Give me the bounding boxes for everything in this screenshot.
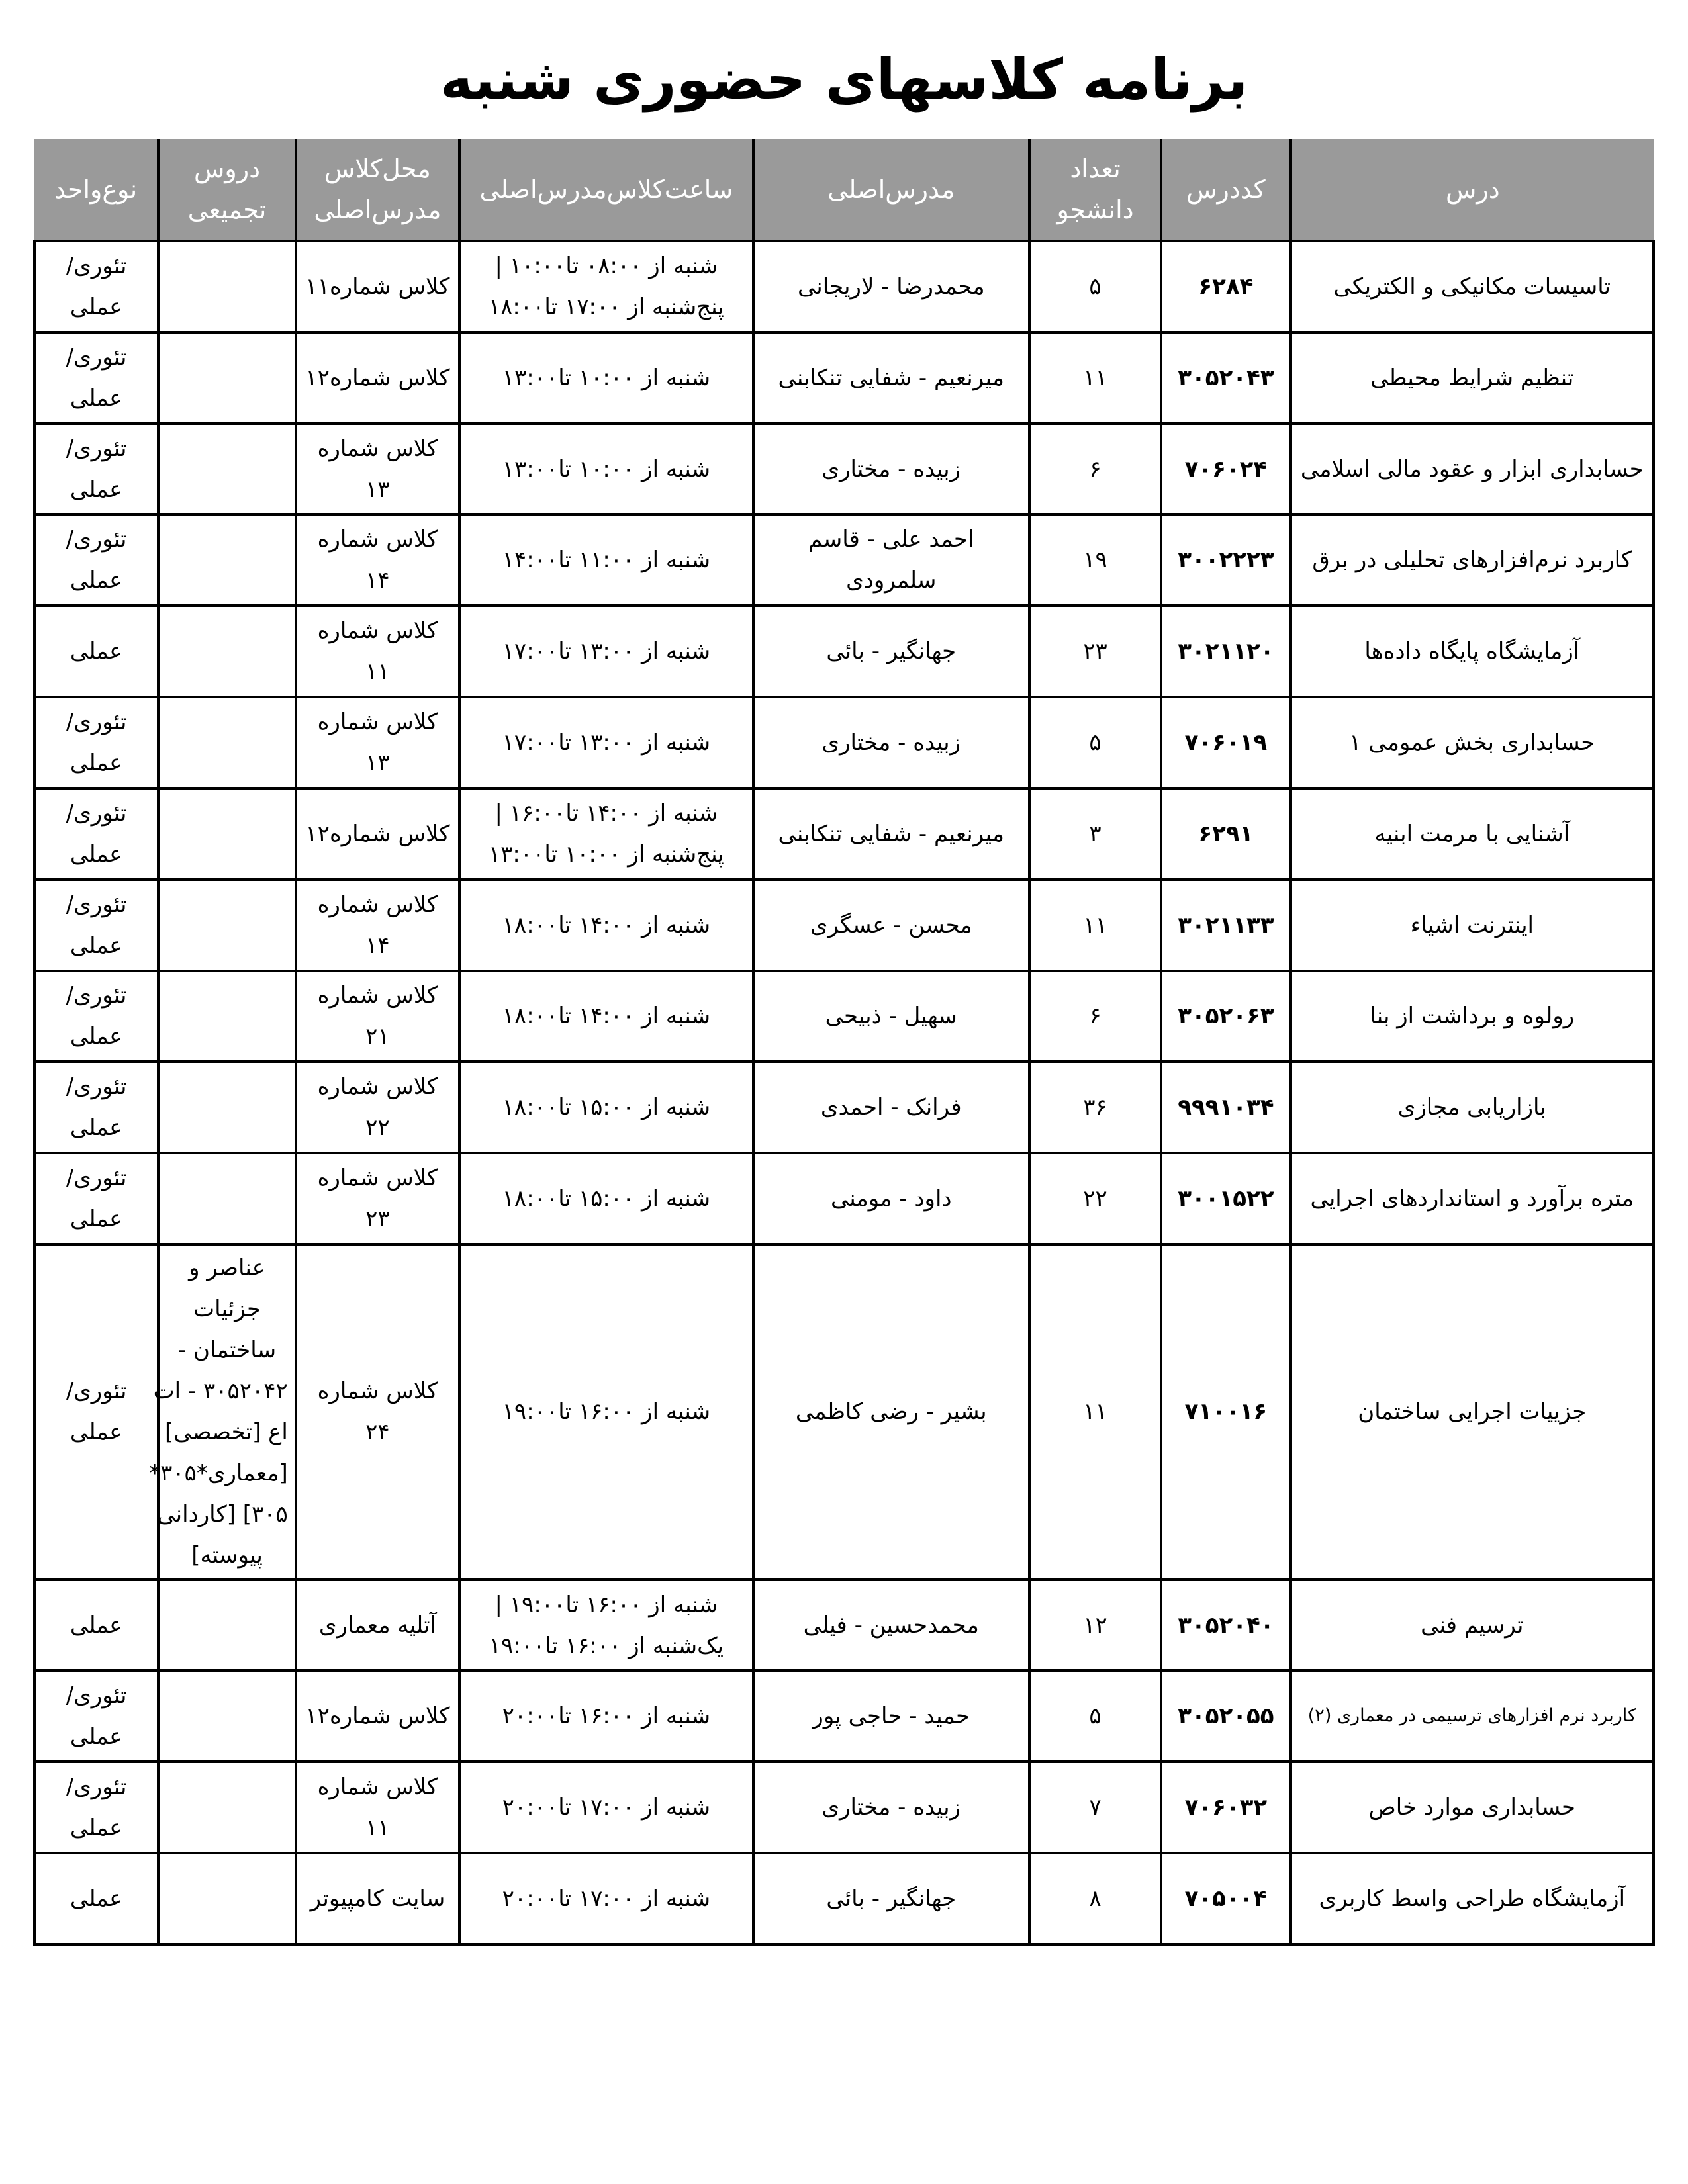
course-code-cell: ۳۰۰۲۲۲۳ (1161, 514, 1290, 606)
course-cell: اینترنت اشیاء (1291, 880, 1654, 971)
table-row (34, 514, 1654, 606)
location-cell: کلاس شماره ۱۱ (296, 606, 459, 697)
location-cell: کلاس شماره ۱۱ (296, 1762, 459, 1853)
class-time-cell (459, 1580, 753, 1671)
time-line: شنبه از ۱۷:۰۰ تا۲۰:۰۰ (502, 1886, 711, 1913)
student-count-cell: ۵ (1029, 697, 1161, 788)
combined-courses-cell (158, 971, 296, 1062)
combined-courses-cell (158, 332, 296, 424)
student-count-cell: ۵ (1029, 241, 1161, 332)
student-count-cell: ۱۱ (1029, 332, 1161, 424)
location-cell: کلاس شماره۱۲ (296, 332, 459, 424)
student-count-cell: ۷ (1029, 1762, 1161, 1853)
location-cell: کلاس شماره ۲۱ (296, 971, 459, 1062)
time-line: شنبه از ۱۵:۰۰ تا۱۸:۰۰ (502, 1094, 711, 1121)
location-cell: کلاس شماره ۱۳ (296, 424, 459, 515)
time-line: شنبه از ۱۷:۰۰ تا۲۰:۰۰ (502, 1794, 711, 1821)
combined-line: ساختمان - (177, 1337, 277, 1364)
header-combined-line1: دروس (194, 154, 261, 183)
table-row (34, 880, 1654, 971)
combined-courses-cell (158, 514, 296, 606)
student-count-cell: ۲۳ (1029, 606, 1161, 697)
class-time-cell (459, 1244, 753, 1580)
header-location-line1: محل‌کلاس (324, 154, 431, 183)
course-code-cell: ۷۰۶۰۲۴ (1161, 424, 1290, 515)
unit-type-cell: عملی (34, 1580, 158, 1671)
teacher-cell: زبیده - مختاری (753, 424, 1029, 515)
combined-line: ۳۰۵] [کاردانی (157, 1501, 288, 1528)
course-cell: ترسیم فنی (1291, 1580, 1654, 1671)
time-line: پنج‌شنبه از ۱۷:۰۰ تا۱۸:۰۰ (488, 293, 724, 320)
location-cell: کلاس شماره ۲۲ (296, 1062, 459, 1153)
location-cell: کلاس شماره۱۲ (296, 1670, 459, 1762)
course-code-cell: ۶۲۸۴ (1161, 241, 1290, 332)
teacher-cell: محمدحسین - فیلی (753, 1580, 1029, 1671)
header-unit-type: نوع‌واحد (34, 139, 158, 241)
course-cell: تاسیسات مکانیکی و الکتریکی (1291, 241, 1654, 332)
combined-courses-cell (158, 1153, 296, 1244)
combined-courses-cell (158, 1580, 296, 1671)
time-line: شنبه از ۱۵:۰۰ تا۱۸:۰۰ (502, 1185, 711, 1212)
student-count-cell: ۳ (1029, 788, 1161, 880)
header-students (1029, 139, 1161, 241)
time-line: شنبه از ۱۶:۰۰ تا۱۹:۰۰ | (494, 1591, 718, 1618)
time-line: شنبه از ۱۰:۰۰ تا۱۳:۰۰ (502, 455, 711, 482)
teacher-cell: زبیده - مختاری (753, 697, 1029, 788)
table-row (34, 1853, 1654, 1944)
course-cell: کاربرد نرم‌افزارهای تحلیلی در برق (1291, 514, 1654, 606)
combined-line: اع [تخصصی] (165, 1419, 288, 1446)
time-line: شنبه از ۱۴:۰۰ تا۱۶:۰۰ | (494, 799, 718, 827)
unit-type-cell: تئوری/عملی (34, 1153, 158, 1244)
course-cell: کاربرد نرم افزارهای ترسیمی در معماری (۲) (1291, 1670, 1654, 1762)
course-cell: حسابداری بخش عمومی ۱ (1291, 697, 1654, 788)
combined-courses-cell (158, 1853, 296, 1944)
unit-type-cell: تئوری/عملی (34, 971, 158, 1062)
class-time-cell (459, 1853, 753, 1944)
student-count-cell: ۱۲ (1029, 1580, 1161, 1671)
table-row (34, 606, 1654, 697)
combined-courses-cell (158, 697, 296, 788)
location-cell: کلاس شماره ۱۴ (296, 880, 459, 971)
combined-courses-cell (158, 880, 296, 971)
unit-type-cell: تئوری/عملی (34, 241, 158, 332)
student-count-cell: ۸ (1029, 1853, 1161, 1944)
header-combined-line2: تجمیعی (187, 195, 267, 224)
teacher-cell: جهانگیر - بائی (753, 606, 1029, 697)
unit-type-cell: تئوری/عملی (34, 1762, 158, 1853)
unit-type-cell: عملی (34, 606, 158, 697)
table-row (34, 424, 1654, 515)
unit-type-cell: تئوری/عملی (34, 697, 158, 788)
course-cell: حسابداری موارد خاص (1291, 1762, 1654, 1853)
location-cell: کلاس شماره ۱۳ (296, 697, 459, 788)
combined-line: ۳۰۵۲۰۴۲ - ات (153, 1378, 288, 1405)
combined-courses-cell (158, 241, 296, 332)
table-header-row (34, 139, 1654, 241)
time-line: پنج‌شنبه از ۱۰:۰۰ تا۱۳:۰۰ (488, 841, 724, 868)
table-row (34, 1670, 1654, 1762)
table-row (34, 1580, 1654, 1671)
course-cell: آشنایی با مرمت ابنیه (1291, 788, 1654, 880)
teacher-cell: زبیده - مختاری (753, 1762, 1029, 1853)
table-row (34, 971, 1654, 1062)
course-cell: آزمایشگاه طراحی واسط کاربری (1291, 1853, 1654, 1944)
time-line: شنبه از ۱۳:۰۰ تا۱۷:۰۰ (502, 638, 711, 665)
unit-type-cell: تئوری/عملی (34, 1062, 158, 1153)
unit-type-cell: تئوری/عملی (34, 880, 158, 971)
header-time: ساعت‌کلاس‌مدرس‌اصلی (459, 139, 753, 241)
table-row (34, 332, 1654, 424)
class-time-cell (459, 332, 753, 424)
header-location (296, 139, 459, 241)
teacher-cell: جهانگیر - بائی (753, 1853, 1029, 1944)
class-time-cell (459, 697, 753, 788)
class-time-cell (459, 424, 753, 515)
page-title: برنامه کلاسهای حضوری شنبه (440, 47, 1248, 112)
header-code: کددرس (1161, 139, 1290, 241)
header-teacher: مدرس‌اصلی (753, 139, 1029, 241)
student-count-cell: ۶ (1029, 424, 1161, 515)
teacher-cell: محسن - عسگری (753, 880, 1029, 971)
combined-courses-cell (158, 788, 296, 880)
class-time-cell (459, 1670, 753, 1762)
combined-line: عناصر و (189, 1255, 265, 1282)
course-code-cell: ۷۰۵۰۰۴ (1161, 1853, 1290, 1944)
teacher-cell: احمد علی - قاسم سلمرودی (753, 514, 1029, 606)
table-row (34, 1153, 1654, 1244)
location-cell: کلاس شماره ۱۴ (296, 514, 459, 606)
class-time-cell (459, 514, 753, 606)
combined-courses-cell (158, 1062, 296, 1153)
course-cell: متره برآورد و استانداردهای اجرایی (1291, 1153, 1654, 1244)
location-cell: سایت کامپیوتر (296, 1853, 459, 1944)
unit-type-cell: تئوری/عملی (34, 788, 158, 880)
class-time-cell (459, 1762, 753, 1853)
unit-type-cell: عملی (34, 1853, 158, 1944)
course-code-cell: ۷۰۶۰۳۲ (1161, 1762, 1290, 1853)
course-cell: بازاریابی مجازی (1291, 1062, 1654, 1153)
time-line: شنبه از ۱۰:۰۰ تا۱۳:۰۰ (502, 364, 711, 391)
course-code-cell: ۳۰۵۲۰۴۰ (1161, 1580, 1290, 1671)
time-line: شنبه از ۱۳:۰۰ تا۱۷:۰۰ (502, 729, 711, 756)
student-count-cell: ۱۱ (1029, 880, 1161, 971)
combined-courses-cell (149, 1244, 296, 1580)
header-location-line2: مدرس‌اصلی (314, 195, 442, 224)
teacher-cell: داود - مومنی (753, 1153, 1029, 1244)
unit-type-cell: تئوری/عملی (34, 1670, 158, 1762)
combined-courses-cell (158, 606, 296, 697)
header-course: درس (1291, 139, 1654, 241)
time-line: شنبه از ۱۶:۰۰ تا۲۰:۰۰ (502, 1703, 711, 1730)
course-code-cell: ۳۰۵۲۰۴۳ (1161, 332, 1290, 424)
course-cell: آزمایشگاه پایگاه داده‌ها (1291, 606, 1654, 697)
course-cell: جزییات اجرایی ساختمان (1291, 1244, 1654, 1580)
combined-line: پیوسته] (191, 1542, 263, 1569)
table-row (34, 1062, 1654, 1153)
time-line: شنبه از ۱۴:۰۰ تا۱۸:۰۰ (502, 911, 711, 938)
combined-courses-cell (158, 1762, 296, 1853)
location-cell: کلاس شماره۱۲ (296, 788, 459, 880)
header-students-line1: تعداد (1070, 154, 1121, 183)
location-cell: کلاس شماره۱۱ (296, 241, 459, 332)
table-row (34, 788, 1654, 880)
course-code-cell: ۷۱۰۰۱۶ (1161, 1244, 1290, 1580)
unit-type-cell: تئوری/عملی (34, 1244, 158, 1580)
student-count-cell: ۶ (1029, 971, 1161, 1062)
combined-line: جزئیات (193, 1296, 261, 1323)
combined-courses-cell (158, 424, 296, 515)
course-code-cell: ۹۹۹۱۰۳۴ (1161, 1062, 1290, 1153)
teacher-cell: حمید - حاجی پور (753, 1670, 1029, 1762)
student-count-cell: ۱۱ (1029, 1244, 1161, 1580)
teacher-cell: بشیر - رضی کاظمی (753, 1244, 1029, 1580)
course-code-cell: ۷۰۶۰۱۹ (1161, 697, 1290, 788)
course-code-cell: ۳۰۲۱۱۲۰ (1161, 606, 1290, 697)
time-line: شنبه از ۱۱:۰۰ تا۱۴:۰۰ (502, 547, 711, 574)
course-code-cell: ۳۰۵۲۰۶۳ (1161, 971, 1290, 1062)
class-time-cell (459, 241, 753, 332)
student-count-cell: ۵ (1029, 1670, 1161, 1762)
header-students-line2: دانشجو (1056, 195, 1134, 224)
unit-type-cell: تئوری/عملی (34, 332, 158, 424)
class-time-cell (459, 788, 753, 880)
schedule-table (33, 139, 1655, 1946)
course-code-cell: ۳۰۵۲۰۵۵ (1161, 1670, 1290, 1762)
class-time-cell (459, 880, 753, 971)
combined-line: [معماری*۳۰۵* (149, 1460, 288, 1487)
time-line: یک‌شنبه از ۱۶:۰۰ تا۱۹:۰۰ (489, 1632, 724, 1659)
teacher-cell: سهیل - ذبیحی (753, 971, 1029, 1062)
unit-type-cell: تئوری/عملی (34, 424, 158, 515)
course-code-cell: ۳۰۰۱۵۲۲ (1161, 1153, 1290, 1244)
student-count-cell: ۳۶ (1029, 1062, 1161, 1153)
course-cell: حسابداری ابزار و عقود مالی اسلامی (1291, 424, 1654, 515)
table-row (34, 1762, 1654, 1853)
class-time-cell (459, 606, 753, 697)
time-line: شنبه از ۱۴:۰۰ تا۱۸:۰۰ (502, 1003, 711, 1030)
time-line: شنبه از ۰۸:۰۰ تا۱۰:۰۰ | (494, 252, 718, 279)
course-cell: تنظیم شرایط محیطی (1291, 332, 1654, 424)
course-code-cell: ۳۰۲۱۱۳۳ (1161, 880, 1290, 971)
header-combined (158, 139, 296, 241)
table-row (34, 1244, 1654, 1580)
teacher-cell: فرانک - احمدی (753, 1062, 1029, 1153)
location-cell: کلاس شماره ۲۳ (296, 1153, 459, 1244)
table-row (34, 697, 1654, 788)
location-cell: آتلیه معماری (296, 1580, 459, 1671)
class-time-cell (459, 1062, 753, 1153)
class-time-cell (459, 1153, 753, 1244)
class-time-cell (459, 971, 753, 1062)
student-count-cell: ۱۹ (1029, 514, 1161, 606)
location-cell: کلاس شماره ۲۴ (296, 1244, 459, 1580)
table-row (34, 241, 1654, 332)
teacher-cell: میرنعیم - شفایی تنکابنی (753, 332, 1029, 424)
teacher-cell: میرنعیم - شفایی تنکابنی (753, 788, 1029, 880)
unit-type-cell: تئوری/عملی (34, 514, 158, 606)
course-cell: رولوه و برداشت از بنا (1291, 971, 1654, 1062)
combined-courses-cell (158, 1670, 296, 1762)
teacher-cell: محمدرضا - لاریجانی (753, 241, 1029, 332)
course-code-cell: ۶۲۹۱ (1161, 788, 1290, 880)
time-line: شنبه از ۱۶:۰۰ تا۱۹:۰۰ (502, 1398, 711, 1426)
student-count-cell: ۲۲ (1029, 1153, 1161, 1244)
